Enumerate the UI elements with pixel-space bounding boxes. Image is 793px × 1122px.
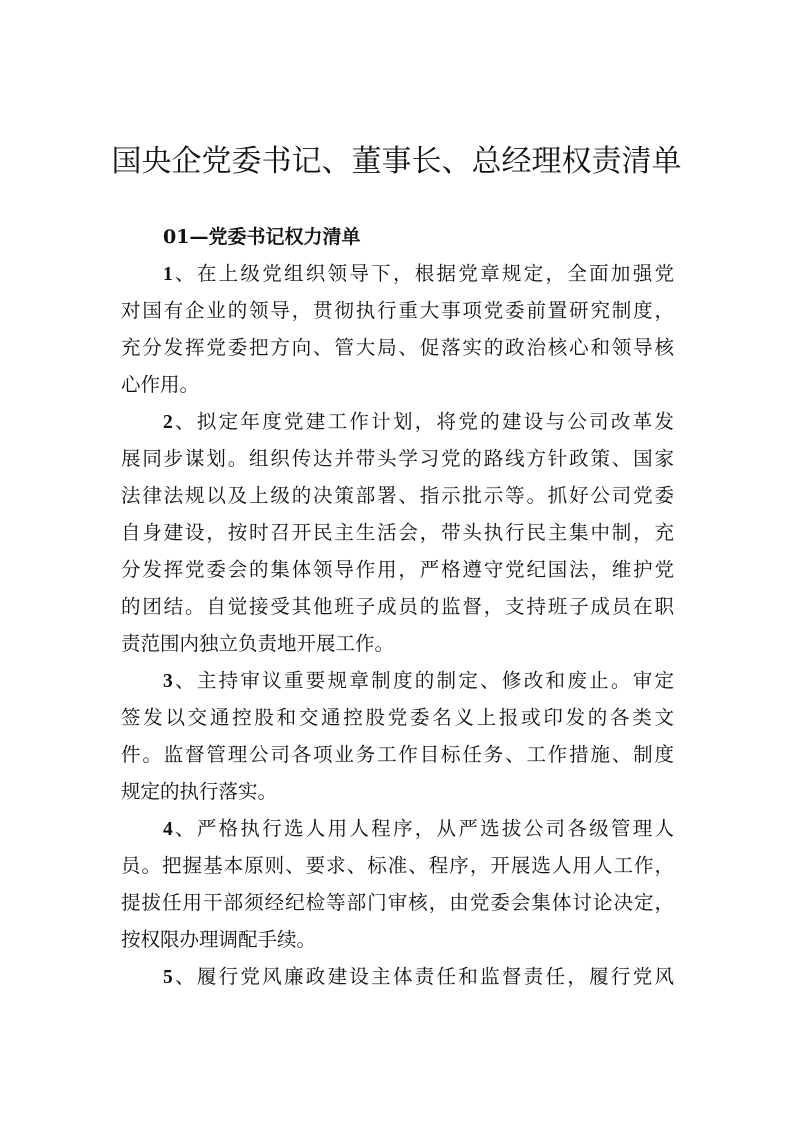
item-number: 3 (163, 671, 173, 692)
paragraph-line: 2、拟定年度党建工作计划，将党的建设与公司改革发 (163, 410, 674, 433)
section-heading: 01—党委书记权力清单 (163, 226, 361, 248)
paragraph-line: 提拔任用干部须经纪检等部门审核，由党委会集体讨论决定， (121, 891, 674, 914)
paragraph-line: 的团结。自觉接受其他班子成员的监督，支持班子成员在职 (121, 595, 674, 618)
paragraph-line: 签发以交通控股和交通控股党委名义上报或印发的各类文 (121, 706, 674, 729)
paragraph-line: 分发挥党委会的集体领导作用，严格遵守党纪国法，维护党 (121, 558, 674, 581)
paragraph-line: 按权限办理调配手续。 (121, 928, 317, 951)
item-number: 5 (163, 967, 173, 988)
paragraph-line: 4、严格执行选人用人程序，从严选拔公司各级管理人 (163, 817, 674, 840)
paragraph-line: 件。监督管理公司各项业务工作目标任务、工作措施、制度 (121, 743, 674, 766)
item-number: 4 (163, 819, 173, 840)
paragraph-line: 员。把握基本原则、要求、标准、程序，开展选人用人工作， (121, 854, 674, 877)
document-title: 国央企党委书记、董事长、总经理权责清单 (111, 144, 682, 179)
paragraph-line: 心作用。 (121, 373, 200, 396)
paragraph-line: 3、主持审议重要规章制度的制定、修改和废止。审定 (163, 669, 674, 692)
paragraph-line: 对国有企业的领导，贯彻执行重大事项党委前置研究制度， (121, 299, 674, 322)
paragraph-line: 5、履行党风廉政建设主体责任和监督责任，履行党风 (163, 965, 674, 988)
paragraph-line: 法律法规以及上级的决策部署、指示批示等。抓好公司党委 (121, 484, 674, 507)
paragraph-line: 展同步谋划。组织传达并带头学习党的路线方针政策、国家 (121, 447, 674, 470)
paragraph-line: 自身建设，按时召开民主生活会，带头执行民主集中制，充 (121, 521, 674, 544)
paragraph-line: 1、在上级党组织领导下，根据党章规定，全面加强党 (163, 262, 674, 285)
item-number: 2 (163, 412, 173, 433)
item-number: 1 (163, 264, 173, 285)
paragraph-line: 充分发挥党委把方向、管大局、促落实的政治核心和领导核 (121, 336, 674, 359)
paragraph-line: 规定的执行落实。 (121, 780, 278, 803)
paragraph-line: 责范围内独立负责地开展工作。 (121, 632, 395, 655)
